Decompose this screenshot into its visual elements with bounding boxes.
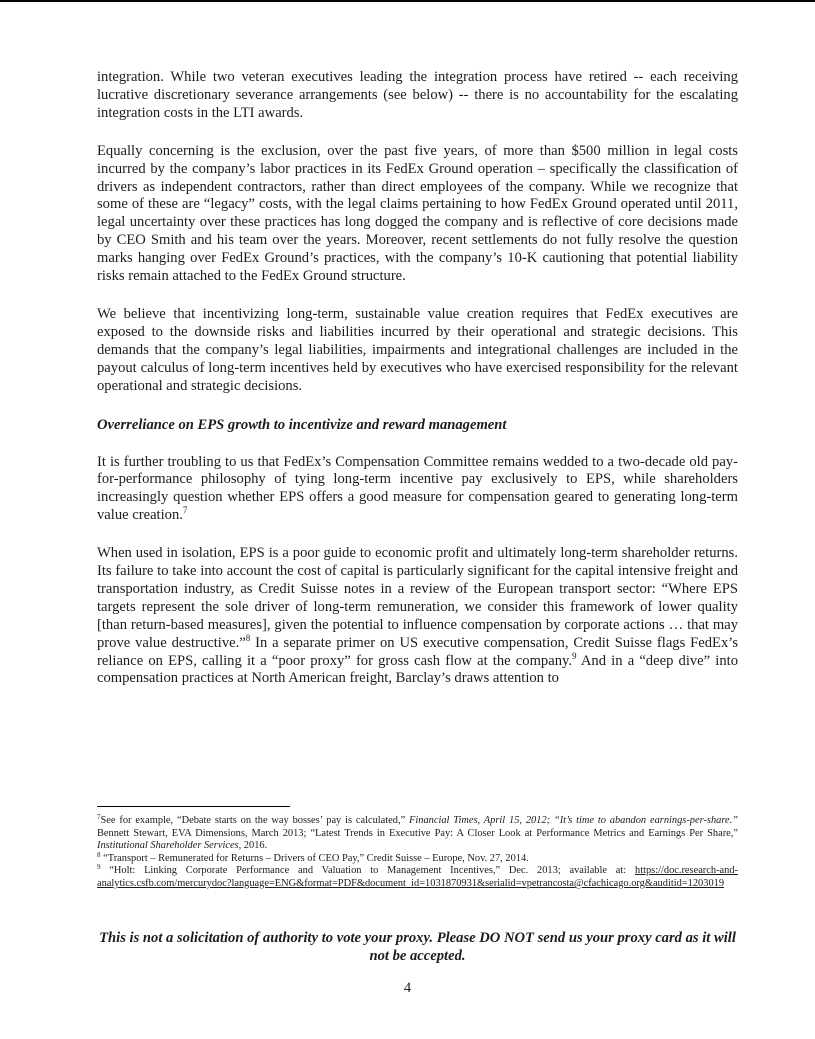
footnote-ref-9[interactable]: 9: [572, 650, 577, 661]
footnote-text: Bennett Stewart, EVA Dimensions, March 2013; “Latest Trends in Executive Pay: A Closer Look at Performance Metrics and Earnings Per Share,”: [97, 827, 738, 839]
footnote-separator: [97, 806, 290, 807]
footnote-mark: 8: [97, 850, 101, 859]
body-text: [97, 69, 738, 708]
footnote-8: [97, 850, 738, 866]
paragraph-legal-costs: Equally concerning is the exclusion, over the past five years, of more than $500 million in legal costs incurred by the company’s labor practices in its FedEx Ground operation – specifically the classification of drivers as independent contractors, rather than direct employees of the company. While we recognize that some of these are “legacy” costs, with the legal claims pertaining to how FedEx Ground operated until 2011, legal uncertainty over these practices has long dogged the company and is reflective of core decisions made by CEO Smith and his team over the years. Moreover, recent settlements do not fully resolve the question marks hanging over FedEx Ground’s practices, with the company’s 10-K cautioning that potential liability risks remain attached to the FedEx Ground structure.: [97, 142, 738, 285]
page-number: 4: [403, 980, 412, 996]
footnote-ref-7[interactable]: 7: [182, 505, 188, 516]
footnote-text: See for example, “Debate starts on the way bosses’ pay is calculated,”: [100, 815, 410, 826]
footnotes: [97, 815, 738, 891]
footnote-ref-8[interactable]: 8: [245, 632, 251, 643]
footnote-source-title: Financial Times, April 15, 2012; “It’s time to abandon earnings-per-share.”: [409, 815, 738, 826]
footnote-9: [97, 865, 738, 890]
proxy-disclaimer: This is not a solicitation of authority to vote your proxy. Please DO NOT send us your proxy card as it will not be accepted.: [99, 930, 736, 964]
footnote-mark: 7: [97, 813, 101, 821]
top-border-line: [0, 0, 815, 2]
section-heading-eps: Overreliance on EPS growth to incentivize and reward management: [97, 416, 507, 433]
paragraph-text: When used in isolation, EPS is a poor guide to economic profit and ultimately long-term shareholder returns. Its failure to take into account the cost of capital is particularly significant for the capital intensive freight and transportation industry, as Credit Suisse notes in a review of the European transport sector: “Where EPS targets represent the sole driver of long-term remuneration, we consider this framework of lower quality [than return-based measures], given the potential to influence compensation by corporate actions … that may prove value destructive.”: [97, 545, 738, 651]
footnote-7: [97, 815, 738, 853]
paragraph-eps-isolation: [97, 545, 738, 688]
footnote-text: “Holt: Linking Corporate Performance and Valuation to Management Incentives,” Dec. 2013; available at:: [100, 865, 635, 877]
paragraph-text: And in a “deep dive” into compensation practices at North American freight, Barclay’s draws attention to: [97, 652, 738, 687]
paragraph-incentives: We believe that incentivizing long-term, sustainable value creation requires that FedEx executives are exposed to the downside risks and liabilities incurred by their operational and strategic decisions. This demands that the company’s legal liabilities, impairments and integrational challenges are included in the payout calculus of long-term incentives held by executives who have exercised responsibility for the relevant operational and strategic decisions.: [97, 305, 738, 394]
footnote-source-title: Institutional Shareholder Services,: [97, 840, 242, 852]
footnote-link[interactable]: https://doc.research-and-analytics.csfb.com/mercurydoc?language=ENG&format=PDF&document_id=1031870931&serialid=vpetrancosta@cfachicago.org&auditid=1203019: [97, 865, 738, 889]
paragraph-text: In a separate primer on US executive compensation, Credit Suisse flags FedEx’s reliance on EPS, calling it a “poor proxy” for gross cash flow at the company.: [97, 634, 738, 669]
paragraph-compensation-committee: [97, 454, 738, 526]
footnote-text: 2016.: [241, 840, 268, 852]
paragraph-integration: integration. While two veteran executives leading the integration process have retired -- each receiving lucrative discretionary severance arrangements (see below) -- there is no accountability for the escalating integration costs in the LTI awards.: [97, 69, 738, 121]
footnote-text: “Transport – Remunerated for Returns – Drivers of CEO Pay,” Credit Suisse – Europe, Nov. 27, 2014.: [100, 852, 529, 864]
footnote-mark: 9: [97, 863, 101, 872]
paragraph-text: It is further troubling to us that FedEx’s Compensation Committee remains wedded to a two-decade old pay-for-performance philosophy of tying long-term incentive pay exclusively to EPS, while shareholders increasingly question whether EPS offers a good measure for compensation geared to generating long-term value creation.: [97, 453, 738, 524]
